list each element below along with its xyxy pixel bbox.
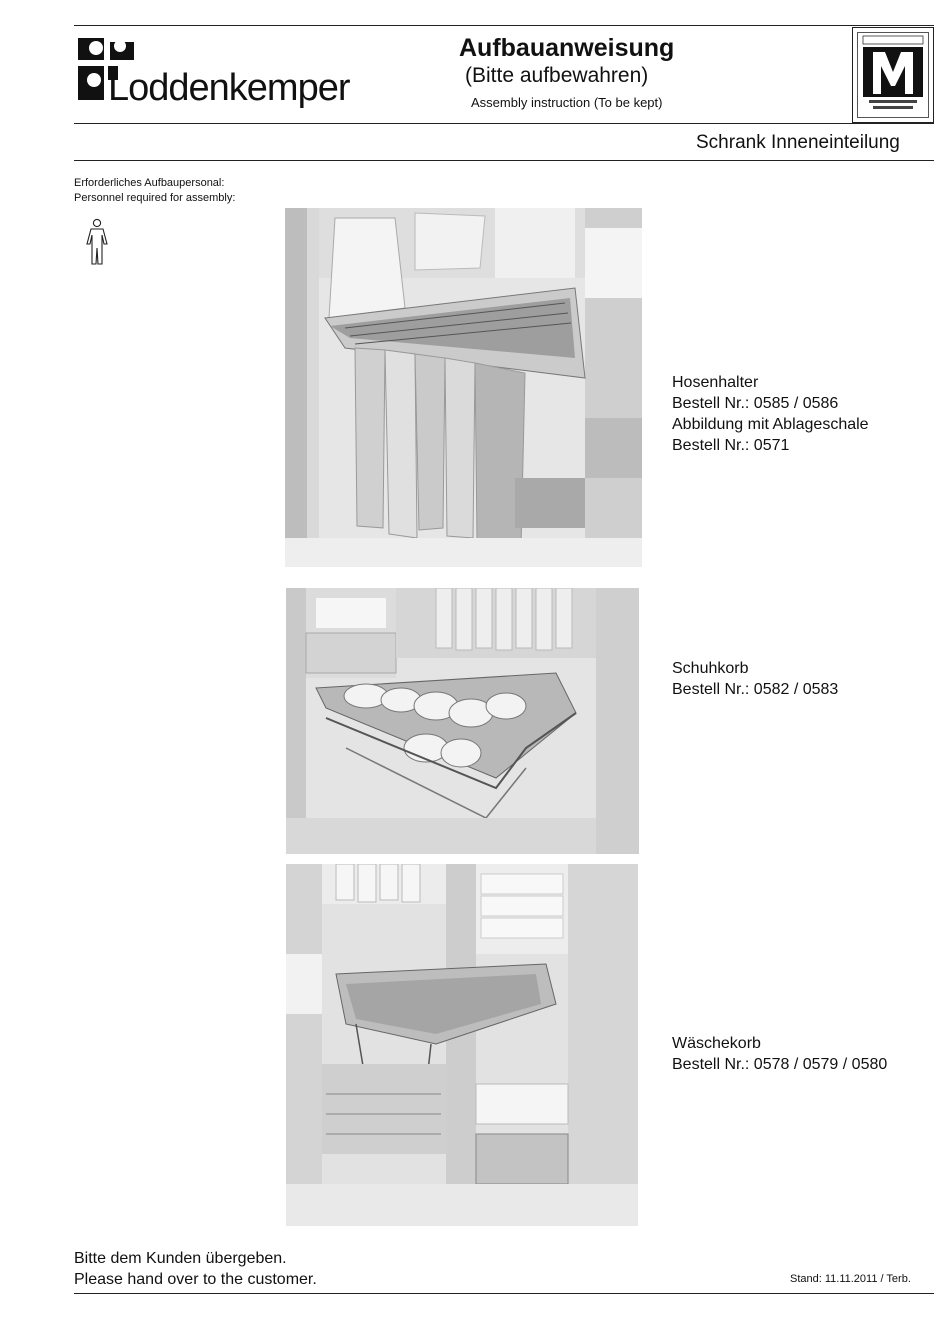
product-order-number: Bestell Nr.: 0578 / 0579 / 0580 bbox=[672, 1056, 888, 1073]
person-icon bbox=[82, 218, 112, 266]
footer-rule bbox=[74, 1293, 934, 1294]
document-title: Aufbauanweisung bbox=[459, 34, 675, 62]
handover-note-de: Bitte dem Kunden übergeben. bbox=[74, 1250, 287, 1267]
caption-shoe-basket bbox=[672, 658, 838, 700]
document-date: Stand: 11.11.2011 / Terb. bbox=[790, 1273, 911, 1285]
brand-name: Loddenkemper bbox=[108, 67, 350, 109]
product-order-number: Bestell Nr.: 0585 / 0586 bbox=[672, 395, 839, 412]
caption-laundry-basket bbox=[672, 1033, 887, 1075]
handover-note bbox=[74, 1248, 317, 1290]
photo-laundry-basket bbox=[286, 864, 638, 1226]
handover-note-en: Please hand over to the customer. bbox=[74, 1271, 317, 1288]
product-name: Schuhkorb bbox=[672, 660, 749, 677]
photo-shoe-basket bbox=[286, 588, 639, 854]
product-note: Abbildung mit Ablageschale bbox=[672, 416, 869, 433]
document-subtitle-english: Assembly instruction (To be kept) bbox=[471, 95, 663, 110]
section-title: Schrank Inneneinteilung bbox=[696, 132, 900, 153]
product-name: Wäschekorb bbox=[672, 1035, 761, 1052]
quality-seal-icon bbox=[859, 34, 927, 116]
product-name: Hosenhalter bbox=[672, 374, 759, 391]
caption-trouser-holder bbox=[672, 372, 869, 456]
personnel-label-en: Personnel required for assembly: bbox=[74, 192, 236, 204]
header-top-rule bbox=[74, 25, 934, 26]
product-note-order-number: Bestell Nr.: 0571 bbox=[672, 437, 790, 454]
header-bottom-rule bbox=[74, 160, 934, 161]
document-subtitle: (Bitte aufbewahren) bbox=[465, 64, 649, 87]
product-order-number: Bestell Nr.: 0582 / 0583 bbox=[672, 681, 839, 698]
personnel-required bbox=[74, 176, 235, 206]
header-middle-rule bbox=[74, 123, 934, 124]
personnel-label-de: Erforderliches Aufbaupersonal: bbox=[74, 177, 225, 189]
quality-seal-logo bbox=[852, 27, 934, 123]
photo-trouser-holder bbox=[285, 208, 642, 567]
